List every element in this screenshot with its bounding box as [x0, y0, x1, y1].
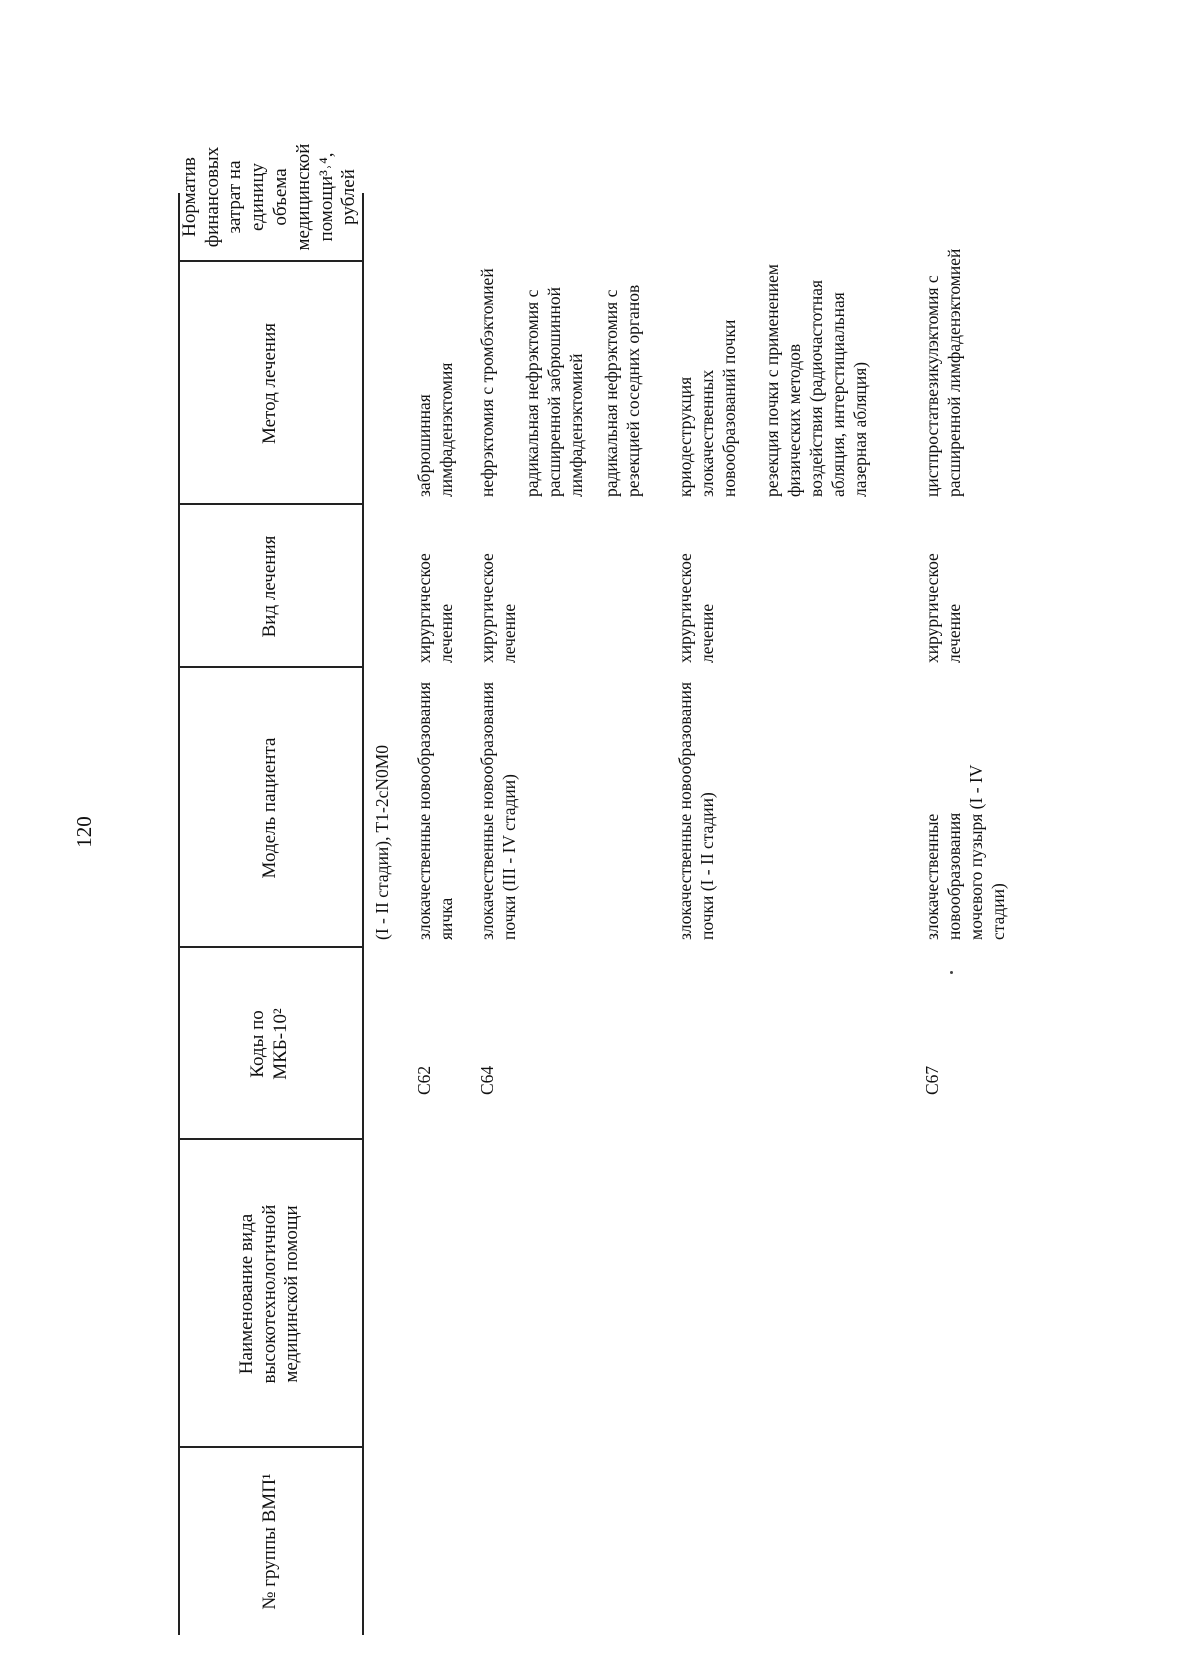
scan-speck: [950, 971, 953, 974]
page-number: 120: [72, 816, 96, 848]
header-care-type: Наименование вида высокотехнологичной медицинской помощи: [235, 1204, 303, 1384]
patient-model: злокачественные новообразования почки (I - II стадии): [675, 682, 717, 940]
treatment-method: забрюшинная лимфаденэктомия: [414, 362, 456, 497]
treatment-kind: хирургическое лечение: [414, 553, 456, 663]
patient-model: злокачественные новообразования мочевого пузыря (I - IV стадии): [922, 764, 1008, 940]
header-treatment-kind: Вид лечения: [258, 535, 280, 638]
icd-code: C62: [414, 1065, 434, 1095]
header-treatment-method: Метод лечения: [258, 323, 280, 445]
treatment-kind: хирургическое лечение: [922, 553, 964, 663]
patient-model: злокачественные новообразования почки (III - IV стадии): [477, 682, 519, 940]
header-group-number: № группы ВМП¹: [258, 1473, 280, 1610]
header-cost-norm: Норматив финансовых затрат на единицу объема медицинской помощи³˒⁴, рублей: [178, 143, 360, 251]
treatment-kind: хирургическое лечение: [477, 553, 519, 663]
patient-model: злокачественные новообразования яичка: [414, 682, 456, 940]
treatment-method: цистпростатвезикулэктомия с расширенной лимфаденэктомией: [922, 248, 964, 497]
treatment-kind: хирургическое лечение: [675, 553, 717, 663]
header-patient-model: Модель пациента: [258, 737, 280, 879]
icd-code: C64: [477, 1065, 497, 1095]
treatment-method: резекция почки с применением физических методов воздействия (радиочастотная абляция, интерстициальная лазерная абляция): [762, 264, 870, 497]
treatment-method: радикальная нефрэктомия с резекцией соседних органов: [601, 284, 643, 497]
table-header-rule: [362, 193, 364, 1635]
icd-code: C67: [922, 1065, 942, 1095]
treatment-method: криодеструкция злокачественных новообразований почки: [675, 319, 739, 497]
treatment-method: радикальная нефрэктомия с расширенной забрюшинной лимфаденэктомией: [522, 287, 586, 497]
treatment-method: нефрэктомия с тромбэктомией: [477, 268, 497, 497]
header-icd-codes: Коды по МКБ-10²: [247, 1008, 291, 1080]
continuation-text: (I - II стадии), T1-2cN0M0: [372, 744, 392, 940]
